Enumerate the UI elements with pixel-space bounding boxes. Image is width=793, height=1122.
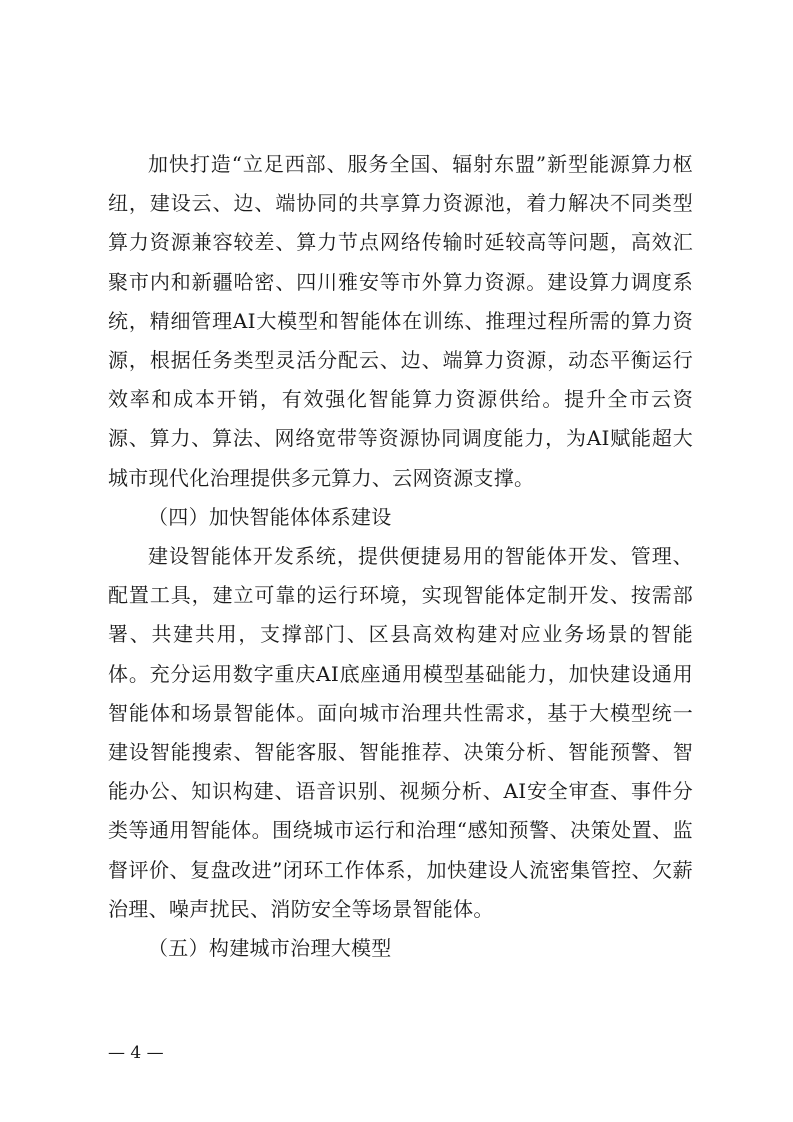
page-number: — 4 —	[108, 1043, 164, 1063]
body-paragraph: 加快打造“立足西部、服务全国、辐射东盟”新型能源算力枢纽，建设云、边、端协同的共享算力资源池，着力解决不同类型算力资源兼容较差、算力节点网络传输时延较高等问题，高效汇聚市内和新疆哈密、四川雅安等市外算力资源。建设算力调度系统，精细管理AI大模型和智能体在训练、推理过程所需的算力资源，根据任务类型灵活分配云、边、端算力资源，动态平衡运行效率和成本开销，有效强化智能算力资源供给。提升全市云资源、算力、算法、网络宽带等资源协同调度能力，为AI赋能超大城市现代化治理提供多元算力、云网资源支撑。	[108, 152, 693, 490]
body-paragraph: 建设智能体开发系统，提供便捷易用的智能体开发、管理、配置工具，建立可靠的运行环境，实现智能体定制开发、按需部署、共建共用，支撑部门、区县高效构建对应业务场景的智能体。充分运用数字重庆AI底座通用模型基础能力，加快建设通用智能体和场景智能体。面向城市治理共性需求，基于大模型统一建设智能搜索、智能客服、智能推荐、决策分析、智能预警、智能办公、知识构建、语音识别、视频分析、AI安全审查、事件分类等通用智能体。围绕城市运行和治理“感知预警、决策处置、监督评价、复盘改进”闭环工作体系，加快建设人流密集管控、欠薪治理、噪声扰民、消防安全等场景智能体。	[108, 544, 693, 921]
section-heading: （五）构建城市治理大模型	[148, 936, 392, 961]
section-heading: （四）加快智能体体系建设	[148, 504, 392, 529]
document-body	[108, 145, 693, 968]
